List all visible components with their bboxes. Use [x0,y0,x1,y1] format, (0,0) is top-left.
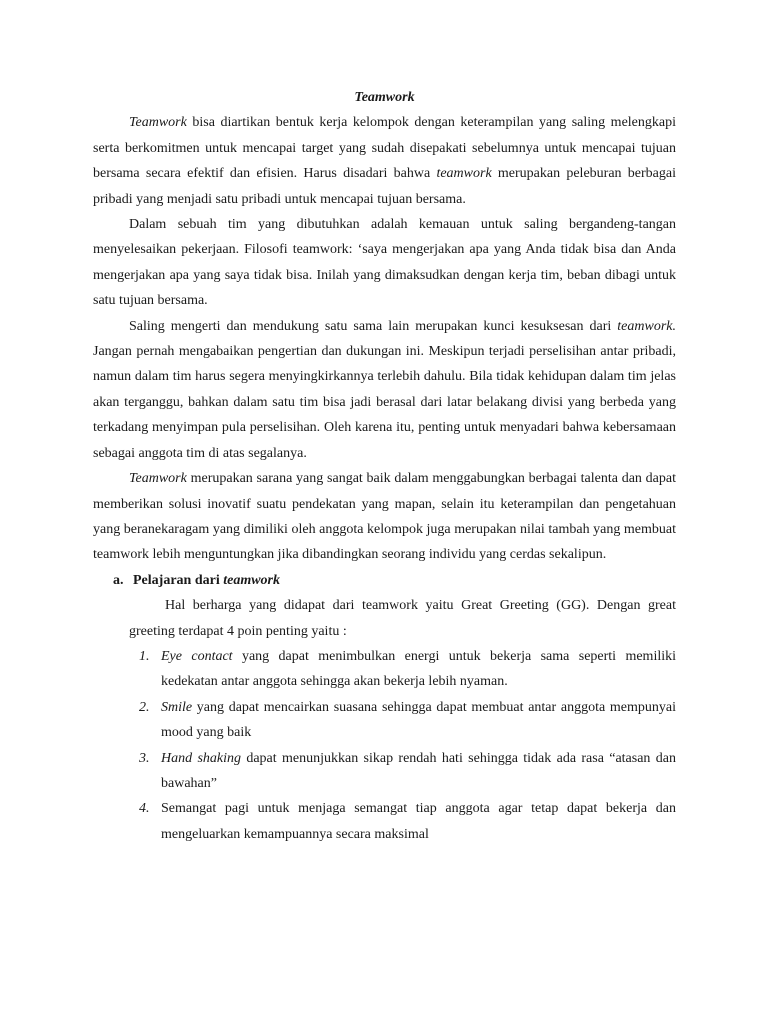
list-item-text [161,695,676,746]
list-number: 4. [139,801,150,817]
document-title: Teamwork [354,90,415,105]
heading-italic: teamwork [223,572,280,588]
list-item [93,644,676,695]
list-number: 1. [139,648,150,664]
paragraph-3 [93,314,676,466]
list-item [93,695,676,746]
list-item-text [161,644,676,695]
italic-term: Eye contact [161,648,233,664]
list-number: 2. [139,699,150,715]
list-item-text [161,746,676,797]
paragraph-1 [93,110,676,212]
heading-text: Pelajaran dari [133,572,224,588]
numbered-list [93,644,676,847]
paragraph-text: merupakan peleburan berbagai pribadi yang menjadi satu pribadi untuk mencapai tujuan bersama. [93,166,676,207]
italic-term: teamwork [436,166,492,182]
italic-term: Hand shaking [161,750,241,766]
paragraph-4 [93,466,676,568]
paragraph-text: merupakan sarana yang sangat baik dalam menggabungkan berbagai talenta dan dapat memberikan solusi inovatif suatu pendekatan yang mapan, selain itu keterampilan dan pengetahuan yang beranekaragam yang dimiliki oleh anggota kelompok juga merupakan nilai tambah yang membuat teamwork lebih menguntungkan jika dibandingkan seorang individu yang cerdas sekalipun. [93,471,676,563]
italic-term: Teamwork [129,115,187,131]
item-text: yang dapat menimbulkan energi untuk bekerja sama seperti memiliki kedekatan antar anggota sehingga akan bekerja lebih nyaman. [161,648,676,690]
paragraph-2 [93,212,676,314]
italic-term: teamwork. [617,318,676,334]
list-item [93,796,676,847]
section-heading-text [133,568,280,593]
paragraph-text: Jangan pernah mengabaikan pengertian dan dukungan ini. Meskipun terjadi perselisihan antar pribadi, namun dalam tim harus segera menyingkirkannya terlebih dahulu. Bila tidak kehidupan dalam tim jelas akan terganggu, bahkan dalam satu tim bisa jadi berasal dari latar belakang divisi yang berbeda yang terkadang menyimpan pula perselisihan. Oleh karena itu, penting untuk menyadari bahwa kebersamaan sebagai anggota tim di atas segalanya. [93,344,676,461]
item-text: Semangat pagi untuk menjaga semangat tiap anggota agar tetap dapat bekerja dan mengeluarkan kemampuannya secara maksimal [161,801,676,842]
paragraph-text: Dalam sebuah tim yang dibutuhkan adalah kemauan untuk saling bergandeng-tangan menyelesaikan pekerjaan. Filosofi teamwork: ‘saya mengerjakan apa yang Anda tidak bisa dan Anda mengerjakan apa yang saya tidak bisa. Inilah yang dimaksudkan dengan kerja tim, beban dibagi untuk satu tujuan bersama. [93,217,676,309]
item-text: dapat menunjukkan sikap rendah hati sehingga tidak ada rasa “atasan dan bawahan” [161,750,676,791]
paragraph-text: bisa diartikan bentuk kerja kelompok dengan keterampilan yang saling melengkapi serta berkomitmen untuk mencapai target yang sudah disepakati sebelumnya untuk mencapai tujuan bersama secara efektif dan efisien. Harus disadari bahwa [93,115,676,182]
list-item-text [161,796,676,847]
list-item [93,746,676,797]
list-number: 3. [139,750,150,766]
section-marker: a. [113,572,124,588]
paragraph-text: Saling mengerti dan mendukung satu sama lain merupakan kunci kesuksesan dari [129,318,618,334]
section-heading [93,568,676,593]
italic-term: Teamwork [129,471,187,487]
document-body [93,85,676,847]
item-text: yang dapat mencairkan suasana sehingga dapat membuat antar anggota mempunyai mood yang baik [161,699,676,741]
section-intro: Hal berharga yang didapat dari teamwork yaitu Great Greeting (GG). Dengan great greeting terdapat 4 poin penting yaitu : [129,598,676,639]
italic-term: Smile [161,699,193,715]
